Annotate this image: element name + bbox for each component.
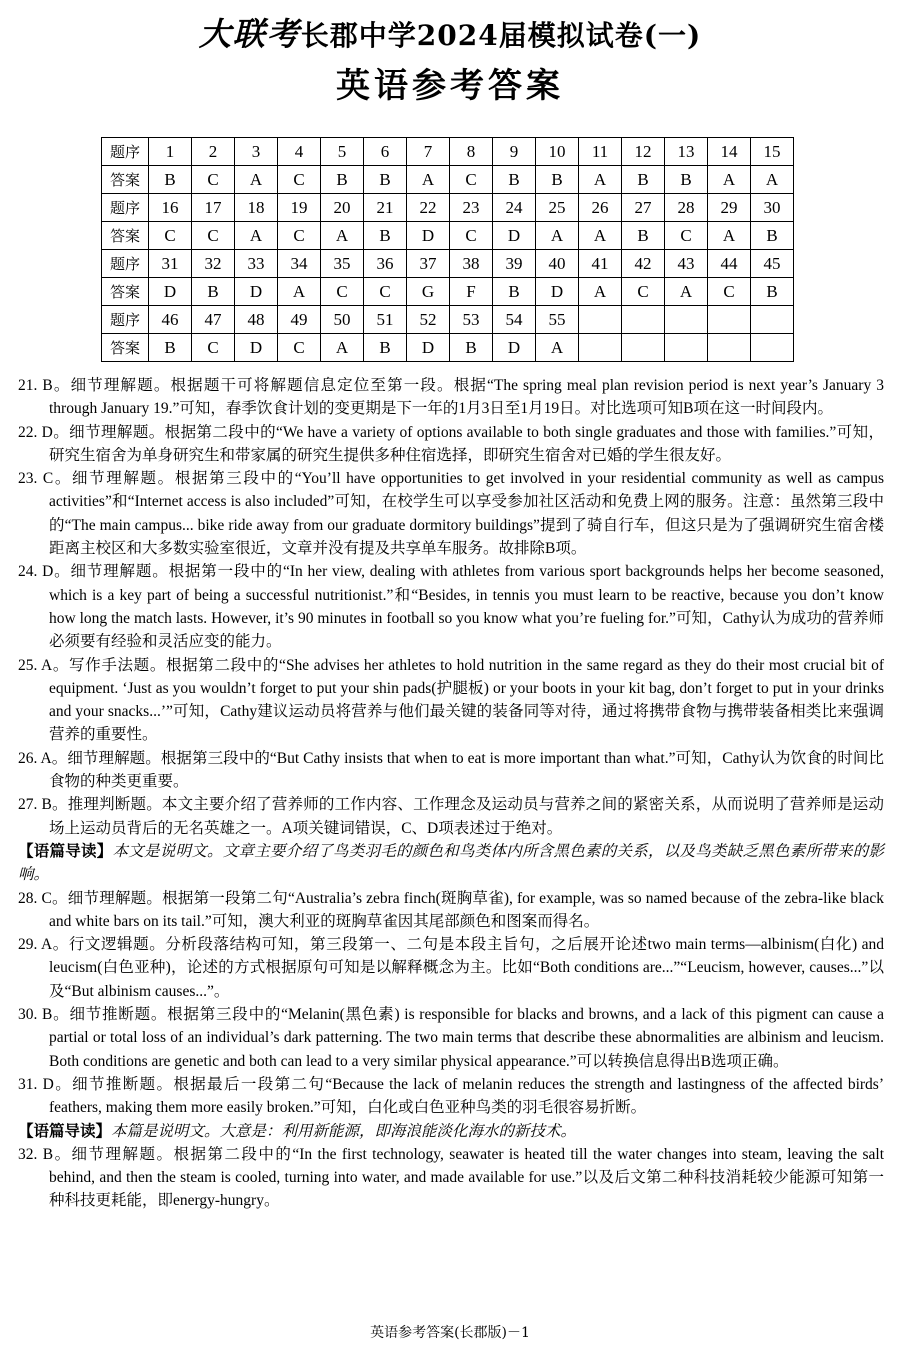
answer-row — [102, 278, 794, 306]
question-number-cell: 8 — [450, 138, 493, 166]
question-number-cell: 25 — [536, 194, 579, 222]
answer-cell: D — [493, 334, 536, 362]
question-number-cell: 22 — [407, 194, 450, 222]
question-number-row — [102, 250, 794, 278]
question-number-cell: 47 — [192, 306, 235, 334]
passage-guide — [18, 840, 884, 887]
row-label: 答案 — [102, 278, 149, 306]
question-number-cell: 37 — [407, 250, 450, 278]
question-number-cell: 35 — [321, 250, 364, 278]
question-number-cell: 39 — [493, 250, 536, 278]
answer-cell: B — [665, 166, 708, 194]
answer-cell: D — [235, 334, 278, 362]
answer-cell: B — [149, 334, 192, 362]
answer-cell: G — [407, 278, 450, 306]
question-number-cell: 1 — [149, 138, 192, 166]
question-number-cell: 46 — [149, 306, 192, 334]
answer-cell: C — [278, 222, 321, 250]
guide-tag: 【语篇导读】 — [18, 1122, 112, 1140]
answer-cell: C — [278, 166, 321, 194]
guide-text: 本篇是说明文。大意是：利用新能源，即海浪能淡化海水的新技术。 — [111, 1122, 577, 1140]
question-number-cell: 43 — [665, 250, 708, 278]
answer-cell: C — [192, 222, 235, 250]
answer-cell: A — [579, 166, 622, 194]
question-number-cell: 28 — [665, 194, 708, 222]
question-number-cell: 53 — [450, 306, 493, 334]
answer-cell: C — [708, 278, 751, 306]
question-number-cell: 55 — [536, 306, 579, 334]
answer-cell: B — [622, 166, 665, 194]
question-number-cell: 44 — [708, 250, 751, 278]
question-number-cell: 14 — [708, 138, 751, 166]
question-number-cell: 24 — [493, 194, 536, 222]
answer-cell: C — [450, 166, 493, 194]
answer-cell: C — [149, 222, 192, 250]
answer-cell: A — [708, 222, 751, 250]
question-number-cell: 54 — [493, 306, 536, 334]
answer-explanation: 26. A。细节理解题。根据第三段中的“But Cathy insists that when to eat is more important than what.”可知，Cathy认为饮食的时间比食物的种类更重要。 — [18, 749, 884, 791]
question-number-cell: 16 — [149, 194, 192, 222]
question-number-cell: 38 — [450, 250, 493, 278]
answer-cell: B — [493, 278, 536, 306]
question-number-row — [102, 306, 794, 334]
answer-cell: A — [665, 278, 708, 306]
answer-cell: B — [321, 166, 364, 194]
answer-cell: A — [235, 222, 278, 250]
answer-explanation: 32. B。细节理解题。根据第二段中的“In the first technology, seawater is heated till the water changes into steam, leaving the salt behind, and then the steam is cooled, turning into water, and made available for use.”以及后文第二种科技消耗较少能源可知第一种科技更耗能，即energy-hungry。 — [18, 1145, 884, 1210]
explanations — [18, 374, 884, 1213]
answer-cell: B — [364, 334, 407, 362]
question-number-row — [102, 194, 794, 222]
question-number-cell: 40 — [536, 250, 579, 278]
page-header — [0, 14, 900, 112]
question-number-cell: 13 — [665, 138, 708, 166]
answer-cell: C — [450, 222, 493, 250]
answer-cell: C — [364, 278, 407, 306]
answer-cell: A — [321, 334, 364, 362]
answer-cell: A — [536, 222, 579, 250]
question-number-cell: 23 — [450, 194, 493, 222]
question-number-cell: 36 — [364, 250, 407, 278]
answer-row — [102, 166, 794, 194]
answer-cell — [665, 334, 708, 362]
brand-logo: 大联考 — [198, 15, 301, 53]
answer-cell: A — [407, 166, 450, 194]
answer-cell: B — [364, 222, 407, 250]
question-number-cell: 6 — [364, 138, 407, 166]
question-number-cell: 5 — [321, 138, 364, 166]
question-number-cell: 52 — [407, 306, 450, 334]
answer-cell — [579, 334, 622, 362]
answer-explanation: 22. D。细节理解题。根据第二段中的“We have a variety of options available to both single graduates and those with families.”可知，研究生宿舍为单身研究生和带家属的研究生提供多种住宿选择，即研究生宿舍对已婚的学生很友好。 — [18, 423, 884, 464]
answer-explanation: 28. C。细节理解题。根据第一段第二句“Australia’s zebra finch(斑胸草雀), for example, was so named because of the zebra-like black and white bars on its tail.”可知，澳大利亚的斑胸草雀因其尾部颜色和图案而得名。 — [18, 889, 884, 930]
answer-cell: D — [493, 222, 536, 250]
answer-explanation: 27. B。推理判断题。本文主要介绍了营养师的工作内容、工作理念及运动员与营养之间的紧密关系，从而说明了营养师是运动场上运动员背后的无名英雄之一。A项关键词错误，C、D项表述过于绝对。 — [18, 796, 884, 837]
answer-table — [101, 137, 794, 362]
answer-cell: B — [192, 278, 235, 306]
answer-cell: A — [708, 166, 751, 194]
row-label: 答案 — [102, 222, 149, 250]
answer-explanation: 21. B。细节理解题。根据题干可将解题信息定位至第一段。根据“The spring meal plan revision period is next year’s January 3 through January 19.”可知，春季饮食计划的变更期是下一年的1月3日至1月19日。对比选项可知B项在这一时间段内。 — [18, 377, 884, 418]
question-number-cell: 18 — [235, 194, 278, 222]
answer-cell: B — [536, 166, 579, 194]
answer-cell: A — [321, 222, 364, 250]
question-number-cell: 3 — [235, 138, 278, 166]
question-number-cell: 9 — [493, 138, 536, 166]
question-number-cell: 41 — [579, 250, 622, 278]
answer-explanation: 25. A。写作手法题。根据第二段中的“She advises her athletes to hold nutrition in the same regard as they do their most crucial bit of equipment. ‘Just as you wouldn’t forget to put your shin pads(护腿板) or your boots in your kit bag, don’t forget to put in your drinks and your snacks...’”可知，Cathy建议运动员将营养与他们最关键的装备同等对待，通过将携带食物与携带装备相类比来强调营养的重要性。 — [18, 656, 884, 744]
question-number-cell: 30 — [751, 194, 794, 222]
question-number-cell: 42 — [622, 250, 665, 278]
row-label: 答案 — [102, 166, 149, 194]
answer-cell: C — [622, 278, 665, 306]
answer-cell: A — [278, 278, 321, 306]
question-number-cell: 12 — [622, 138, 665, 166]
question-number-cell — [665, 306, 708, 334]
answer-row — [102, 334, 794, 362]
question-number-cell: 33 — [235, 250, 278, 278]
answer-cell: A — [536, 334, 579, 362]
page-footer: 英语参考答案(长郡版)－1 — [370, 1325, 530, 1341]
question-number-cell: 27 — [622, 194, 665, 222]
answer-cell: C — [321, 278, 364, 306]
question-number-cell: 31 — [149, 250, 192, 278]
question-number-cell: 32 — [192, 250, 235, 278]
answer-cell: F — [450, 278, 493, 306]
question-number-cell: 4 — [278, 138, 321, 166]
answer-cell — [751, 334, 794, 362]
answer-cell: C — [278, 334, 321, 362]
question-number-cell — [708, 306, 751, 334]
question-number-cell: 20 — [321, 194, 364, 222]
question-number-cell: 17 — [192, 194, 235, 222]
question-number-cell: 34 — [278, 250, 321, 278]
answer-explanation: 31. D。细节推断题。根据最后一段第二句“Because the lack of melanin reduces the strength and lastingness of the affected birds’ feathers, making them more easily broken.”可知，白化或白色亚种鸟类的羽毛很容易折断。 — [18, 1075, 884, 1117]
question-number-cell: 49 — [278, 306, 321, 334]
answer-cell — [622, 334, 665, 362]
question-number-cell: 11 — [579, 138, 622, 166]
answer-cell: B — [364, 166, 407, 194]
row-label: 题序 — [102, 306, 149, 334]
answer-cell — [708, 334, 751, 362]
question-number-cell: 2 — [192, 138, 235, 166]
answer-explanation: 24. D。细节理解题。根据第一段中的“In her view, dealing with athletes from various sport backgrounds helps her become seasoned, which is a key part of being a successful nutritionist.”和“Besides, in tennis you must learn to be reactive, because you don’t know how long the match lasts. However, it’s 90 minutes in football so you know what you’re fueling for.”可知，Cathy认为成功的营养师必须要有经验和灵活应变的能力。 — [18, 563, 884, 651]
answer-cell: B — [751, 222, 794, 250]
row-label: 题序 — [102, 250, 149, 278]
question-number-cell: 26 — [579, 194, 622, 222]
answer-cell: D — [407, 334, 450, 362]
answer-cell: B — [493, 166, 536, 194]
question-number-cell: 15 — [751, 138, 794, 166]
exam-title — [0, 14, 900, 56]
row-label: 题序 — [102, 138, 149, 166]
question-number-cell — [751, 306, 794, 334]
guide-text: 本文是说明文。文章主要介绍了鸟类羽毛的颜色和鸟类体内所含黑色素的关系，以及鸟类缺乏黑色素所带来的影响。 — [18, 842, 884, 884]
question-number-cell: 19 — [278, 194, 321, 222]
question-number-cell: 10 — [536, 138, 579, 166]
answer-cell: C — [192, 334, 235, 362]
answer-explanation: 29. A。行文逻辑题。分析段落结构可知，第三段第一、二句是本段主旨句，之后展开论述two main terms—albinism(白化) and leucism(白色亚种)，论述的方式根据原句可知是以解释概念为主。比如“Both conditions are...”“Leucism, however, causes...”以及“But albinism causes...”。 — [18, 936, 884, 1000]
answer-cell: D — [149, 278, 192, 306]
question-number-cell: 45 — [751, 250, 794, 278]
question-number-cell: 50 — [321, 306, 364, 334]
question-number-cell: 21 — [364, 194, 407, 222]
answer-explanation: 30. B。细节推断题。根据第三段中的“Melanin(黑色素) is responsible for blacks and browns, and a lack of this pigment can cause a partial or total loss of an individual’s dark patterning. The two main terms that describe these abnormalities are albinism and leucism. Both conditions are genetic and both can lead to a very similar physical appearance.”可以转换信息得出B选项正确。 — [18, 1006, 884, 1070]
passage-guide — [18, 1120, 884, 1143]
answer-cell: C — [665, 222, 708, 250]
answer-cell: A — [579, 278, 622, 306]
question-number-cell: 7 — [407, 138, 450, 166]
answer-cell: D — [235, 278, 278, 306]
guide-tag: 【语篇导读】 — [18, 842, 113, 860]
question-number-cell: 48 — [235, 306, 278, 334]
answer-cell: B — [450, 334, 493, 362]
answer-cell: A — [579, 222, 622, 250]
page-subtitle: 英语参考答案 — [336, 66, 564, 106]
answer-cell: B — [622, 222, 665, 250]
answer-cell: A — [751, 166, 794, 194]
answer-cell: B — [751, 278, 794, 306]
answer-cell: D — [407, 222, 450, 250]
question-number-cell — [622, 306, 665, 334]
question-number-cell: 29 — [708, 194, 751, 222]
answer-cell: B — [149, 166, 192, 194]
row-label: 题序 — [102, 194, 149, 222]
question-number-cell: 51 — [364, 306, 407, 334]
row-label: 答案 — [102, 334, 149, 362]
answer-cell: A — [235, 166, 278, 194]
answer-explanation: 23. C。细节理解题。根据第三段中的“You’ll have opportunities to get involved in your residential community as well as campus activities”和“Internet access is also included”可知，在校学生可以享受参加社区活动和免费上网的服务。注意：虽然第三段中的“The main campus... bike ride away from our graduate dormitory buildings”提到了骑自行车，但这只是为了强调研究生宿舍楼距离主校区和大多数实验室很近，文章并没有提及共享单车服务。故排除B项。 — [18, 470, 884, 558]
answer-row — [102, 222, 794, 250]
exam-title-text: 长郡中学2024届模拟试卷(一) — [300, 19, 702, 52]
answer-cell: D — [536, 278, 579, 306]
answer-cell: C — [192, 166, 235, 194]
question-number-cell — [579, 306, 622, 334]
question-number-row — [102, 138, 794, 166]
